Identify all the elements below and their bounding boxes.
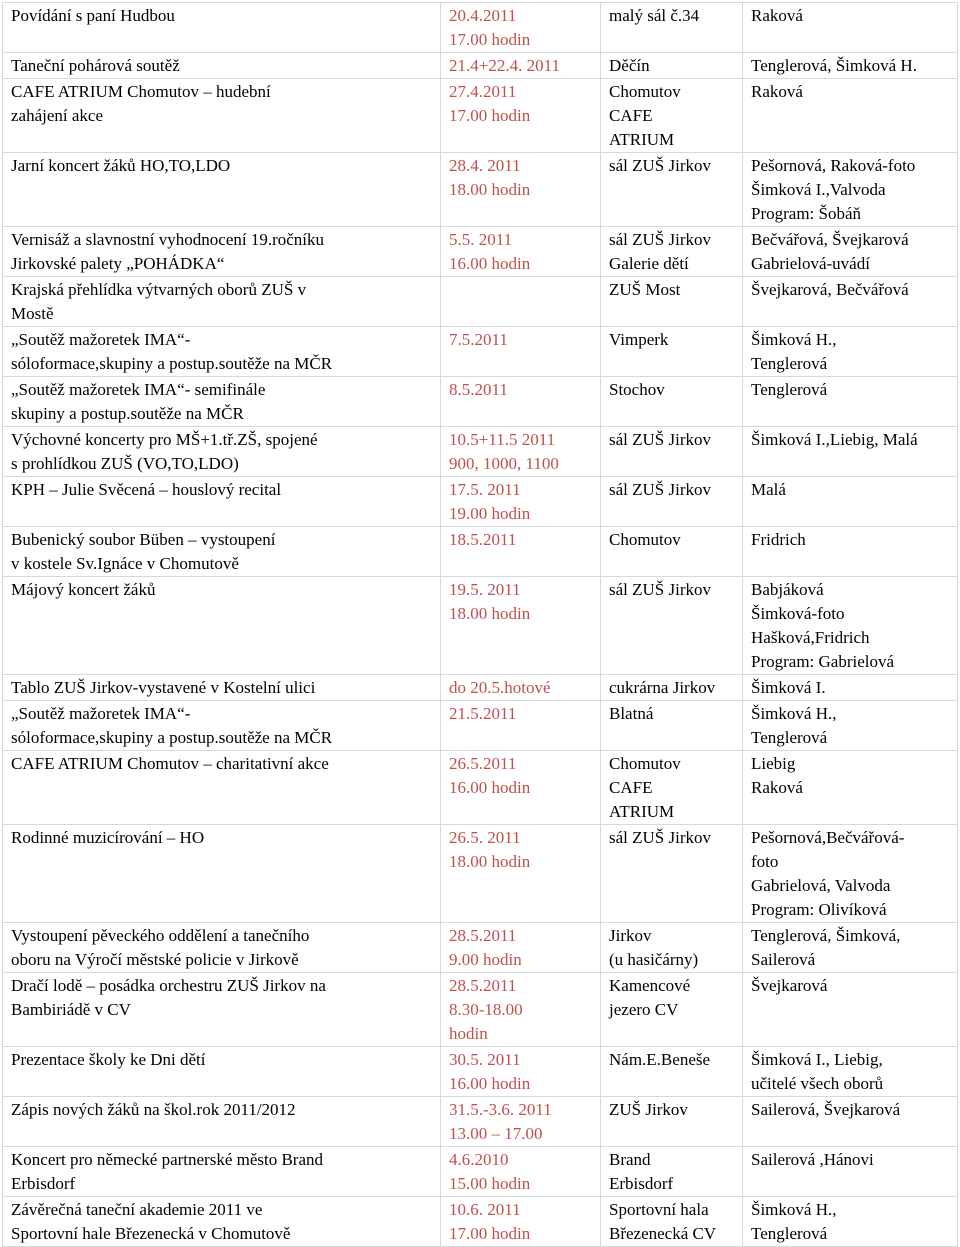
event-staff-cell: Šimková I. [743,675,958,701]
event-name-cell: Závěrečná taneční akademie 2011 ve Sportovní hale Březenecká v Chomutově [3,1197,441,1247]
event-staff-cell: Šimková H., Tenglerová [743,1197,958,1247]
event-staff-cell: Pešornová, Raková-foto Šimková I.,Valvoda Program: Šobáň [743,153,958,227]
event-staff-cell: Šimková H., Tenglerová [743,327,958,377]
event-name-cell: „Soutěž mažoretek IMA“- semifinále skupiny a postup.soutěže na MČR [3,377,441,427]
event-date-cell: 28.5.2011 9.00 hodin [441,923,601,973]
event-place-cell: ZUŠ Jirkov [601,1097,743,1147]
table-row [3,1147,958,1197]
event-staff-cell: Tenglerová, Šimková H. [743,53,958,79]
event-name-cell: Dračí lodě – posádka orchestru ZUŠ Jirkov na Bambiriádě v CV [3,973,441,1047]
table-row [3,923,958,973]
event-place-cell: Nám.E.Beneše [601,1047,743,1097]
table-row [3,751,958,825]
event-place-cell: cukrárna Jirkov [601,675,743,701]
event-date-cell: do 20.5.hotové [441,675,601,701]
event-staff-cell: Švejkarová, Bečvářová [743,277,958,327]
event-place-cell: sál ZUŠ Jirkov [601,825,743,923]
event-date-cell [441,277,601,327]
event-staff-cell: Tenglerová, Šimková, Sailerová [743,923,958,973]
event-place-cell: Chomutov CAFE ATRIUM [601,79,743,153]
table-row [3,973,958,1047]
event-date-cell: 30.5. 2011 16.00 hodin [441,1047,601,1097]
event-date-cell: 28.4. 2011 18.00 hodin [441,153,601,227]
table-row [3,327,958,377]
table-row [3,53,958,79]
event-staff-cell: Sailerová ,Hánovi [743,1147,958,1197]
event-staff-cell: Raková [743,79,958,153]
events-table-body [3,3,958,1247]
table-row [3,277,958,327]
event-place-cell: sál ZUŠ Jirkov [601,427,743,477]
event-staff-cell: Babjáková Šimková-foto Hašková,Fridrich Program: Gabrielová [743,577,958,675]
event-name-cell: Povídání s paní Hudbou [3,3,441,53]
event-staff-cell: Raková [743,3,958,53]
event-date-cell: 10.6. 2011 17.00 hodin [441,1197,601,1247]
event-staff-cell: Sailerová, Švejkarová [743,1097,958,1147]
event-name-cell: KPH – Julie Svěcená – houslový recital [3,477,441,527]
event-date-cell: 8.5.2011 [441,377,601,427]
event-name-cell: Taneční pohárová soutěž [3,53,441,79]
event-date-cell: 18.5.2011 [441,527,601,577]
event-date-cell: 31.5.-3.6. 2011 13.00 – 17.00 [441,1097,601,1147]
event-place-cell: sál ZUŠ Jirkov [601,477,743,527]
event-name-cell: „Soutěž mažoretek IMA“- sóloformace,skupiny a postup.soutěže na MČR [3,701,441,751]
event-name-cell: Prezentace školy ke Dni dětí [3,1047,441,1097]
event-staff-cell: Švejkarová [743,973,958,1047]
table-row [3,675,958,701]
event-name-cell: Májový koncert žáků [3,577,441,675]
event-name-cell: Tablo ZUŠ Jirkov-vystavené v Kostelní ulici [3,675,441,701]
table-row [3,577,958,675]
event-place-cell: Chomutov [601,527,743,577]
event-staff-cell: Šimková I.,Liebig, Malá [743,427,958,477]
event-name-cell: Vystoupení pěveckého oddělení a tanečního oboru na Výročí městské policie v Jirkově [3,923,441,973]
event-staff-cell: Bečvářová, Švejkarová Gabrielová-uvádí [743,227,958,277]
event-name-cell: Vernisáž a slavnostní vyhodnocení 19.ročníku Jirkovské palety „POHÁDKA“ [3,227,441,277]
event-date-cell: 28.5.2011 8.30-18.00 hodin [441,973,601,1047]
table-row [3,527,958,577]
event-date-cell: 27.4.2011 17.00 hodin [441,79,601,153]
event-date-cell: 5.5. 2011 16.00 hodin [441,227,601,277]
event-place-cell: Sportovní hala Březenecká CV [601,1197,743,1247]
event-staff-cell: Fridrich [743,527,958,577]
event-date-cell: 26.5.2011 16.00 hodin [441,751,601,825]
event-name-cell: Bubenický soubor Büben – vystoupení v kostele Sv.Ignáce v Chomutově [3,527,441,577]
event-place-cell: ZUŠ Most [601,277,743,327]
event-name-cell: Rodinné muzicírování – HO [3,825,441,923]
event-place-cell: Děčín [601,53,743,79]
event-staff-cell: Šimková H., Tenglerová [743,701,958,751]
event-staff-cell: Malá [743,477,958,527]
event-place-cell: Brand Erbisdorf [601,1147,743,1197]
event-place-cell: sál ZUŠ Jirkov [601,577,743,675]
event-date-cell: 21.5.2011 [441,701,601,751]
table-row [3,153,958,227]
table-row [3,3,958,53]
event-date-cell: 10.5+11.5 2011 900, 1000, 1100 [441,427,601,477]
event-staff-cell: Šimková I., Liebig, učitelé všech oborů [743,1047,958,1097]
event-place-cell: Blatná [601,701,743,751]
event-name-cell: CAFE ATRIUM Chomutov – hudební zahájení akce [3,79,441,153]
event-date-cell: 20.4.2011 17.00 hodin [441,3,601,53]
event-date-cell: 7.5.2011 [441,327,601,377]
event-place-cell: Stochov [601,377,743,427]
table-row [3,377,958,427]
table-row [3,825,958,923]
events-table [2,2,958,1247]
event-place-cell: Kamencové jezero CV [601,973,743,1047]
event-staff-cell: Tenglerová [743,377,958,427]
event-date-cell: 21.4+22.4. 2011 [441,53,601,79]
event-place-cell: sál ZUŠ Jirkov [601,153,743,227]
event-name-cell: Zápis nových žáků na škol.rok 2011/2012 [3,1097,441,1147]
event-place-cell: sál ZUŠ Jirkov Galerie dětí [601,227,743,277]
event-date-cell: 17.5. 2011 19.00 hodin [441,477,601,527]
event-name-cell: Krajská přehlídka výtvarných oborů ZUŠ v Mostě [3,277,441,327]
table-row [3,1047,958,1097]
event-date-cell: 4.6.2010 15.00 hodin [441,1147,601,1197]
event-name-cell: CAFE ATRIUM Chomutov – charitativní akce [3,751,441,825]
event-date-cell: 26.5. 2011 18.00 hodin [441,825,601,923]
event-name-cell: „Soutěž mažoretek IMA“- sóloformace,skupiny a postup.soutěže na MČR [3,327,441,377]
event-place-cell: Vimperk [601,327,743,377]
table-row [3,427,958,477]
table-row [3,1197,958,1247]
event-staff-cell: Pešornová,Bečvářová- foto Gabrielová, Valvoda Program: Olivíková [743,825,958,923]
table-row [3,1097,958,1147]
event-date-cell: 19.5. 2011 18.00 hodin [441,577,601,675]
event-place-cell: Jirkov (u hasičárny) [601,923,743,973]
table-row [3,701,958,751]
event-name-cell: Jarní koncert žáků HO,TO,LDO [3,153,441,227]
table-row [3,477,958,527]
table-row [3,79,958,153]
event-place-cell: malý sál č.34 [601,3,743,53]
table-row [3,227,958,277]
event-staff-cell: Liebig Raková [743,751,958,825]
event-name-cell: Výchovné koncerty pro MŠ+1.tř.ZŠ, spojené s prohlídkou ZUŠ (VO,TO,LDO) [3,427,441,477]
event-place-cell: Chomutov CAFE ATRIUM [601,751,743,825]
event-name-cell: Koncert pro německé partnerské město Brand Erbisdorf [3,1147,441,1197]
